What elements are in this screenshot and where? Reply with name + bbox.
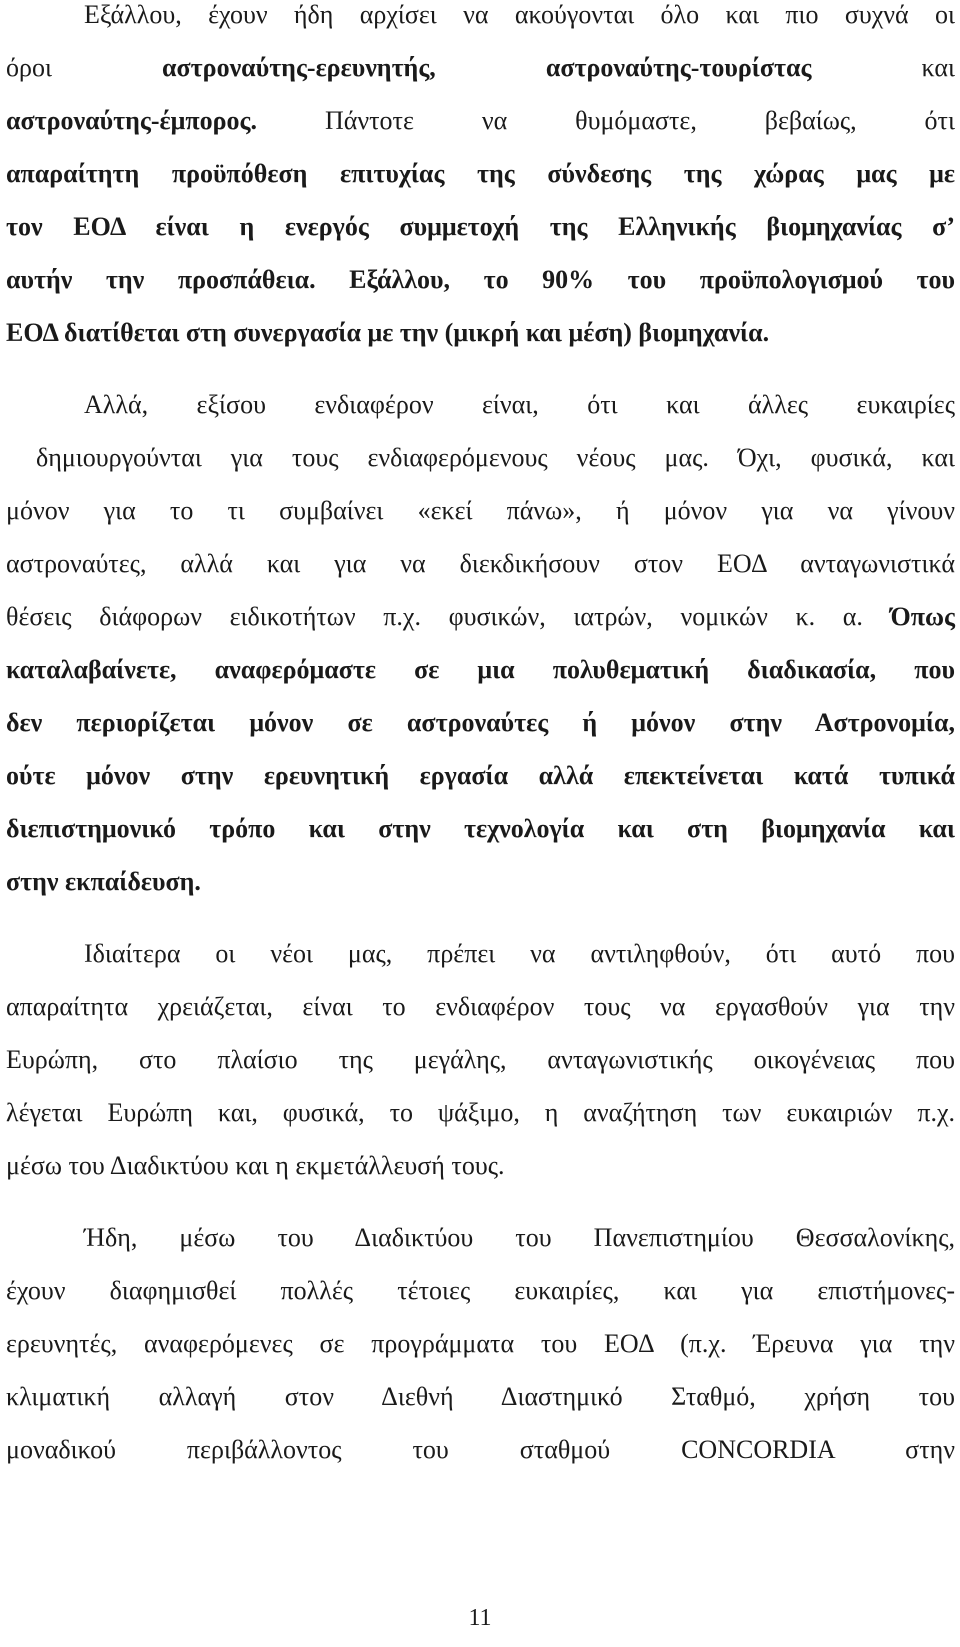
text-line — [6, 814, 955, 844]
bold-text: στην εκπαίδευση. — [6, 867, 201, 896]
text-line — [84, 1223, 955, 1253]
body-text: θέσεις διάφορων ειδικοτήτων π.χ. φυσικών, ιατρών, νομικών κ. α. — [6, 602, 891, 631]
body-text: μόνον για το τι συμβαίνει «εκεί πάνω», ή μόνον για να γίνουν — [6, 496, 955, 525]
bold-text: τον ΕΟΔ είναι η ενεργός συμμετοχή της Ελληνικής βιομηχανίας σ’ — [6, 212, 955, 241]
text-line — [6, 1329, 955, 1359]
body-text: Ιδιαίτερα οι νέοι μας, πρέπει να αντιληφθούν, ότι αυτό που — [84, 939, 955, 968]
bold-text: διεπιστημονικό τρόπο και στην τεχνολογία και στη βιομηχανία και — [6, 814, 955, 843]
text-line — [6, 1151, 955, 1181]
body-text: και — [811, 53, 955, 82]
text-line — [6, 1045, 955, 1075]
bold-text: απαραίτητη προϋπόθεση επιτυχίας της σύνδεσης της χώρας μας με — [6, 159, 955, 188]
text-line — [84, 0, 955, 30]
body-text: απαραίτητα χρειάζεται, είναι το ενδιαφέρον τους να εργασθούν για την — [6, 992, 955, 1021]
text-line — [6, 106, 955, 136]
text-line — [6, 159, 955, 189]
bold-text: καταλαβαίνετε, αναφερόμαστε σε μια πολυθεματική διαδικασία, που — [6, 655, 955, 684]
body-text: αστροναύτες, αλλά και για να διεκδικήσουν στον ΕΟΔ ανταγωνιστικά — [6, 549, 955, 578]
text-line — [6, 318, 955, 348]
body-text: λέγεται Ευρώπη και, φυσικά, το ψάξιμο, η αναζήτηση των ευκαιριών π.χ. — [6, 1098, 955, 1127]
bold-text: δεν περιορίζεται μόνον σε αστροναύτες ή μόνον στην Αστρονομία, — [6, 708, 955, 737]
text-line — [6, 761, 955, 791]
body-text: ερευνητές, αναφερόμενες σε προγράμματα του ΕΟΔ (π.χ. Έρευνα για την — [6, 1329, 955, 1358]
bold-text: αστροναύτης-έμπορος. — [6, 106, 258, 135]
body-text: Ευρώπη, στο πλαίσιο της μεγάλης, ανταγωνιστικής οικογένειας που — [6, 1045, 955, 1074]
body-text: μοναδικού περιβάλλοντος του σταθμού CONCORDIA στην — [6, 1435, 955, 1464]
text-line — [6, 655, 955, 685]
bold-text: αυτήν την προσπάθεια. Εξάλλου, το 90% του προϋπολογισμού του — [6, 265, 955, 294]
body-text: όροι — [6, 53, 163, 82]
text-line — [6, 212, 955, 242]
body-text: έχουν διαφημισθεί πολλές τέτοιες ευκαιρίες, και για επιστήμονες- — [6, 1276, 955, 1305]
body-text: Αλλά, εξίσου ενδιαφέρον είναι, ότι και άλλες ευκαιρίες — [84, 390, 955, 419]
text-line — [84, 939, 955, 969]
text-line — [6, 602, 955, 632]
bold-text: ΕΟΔ διατίθεται στη συνεργασία με την (μικρή και μέση) βιομηχανία. — [6, 318, 770, 347]
text-line — [6, 1382, 955, 1412]
text-line — [6, 265, 955, 295]
bold-text: ούτε μόνον στην ερευνητική εργασία αλλά επεκτείνεται κατά τυπικά — [6, 761, 955, 790]
text-line — [6, 1276, 955, 1306]
body-text: Πάντοτε να θυμόμαστε, βεβαίως, ότι — [257, 106, 955, 135]
text-line — [36, 443, 955, 473]
body-text: Εξάλλου, έχουν ήδη αρχίσει να ακούγονται όλο και πιο συχνά οι — [84, 0, 955, 29]
text-line — [84, 390, 955, 420]
text-line — [6, 992, 955, 1022]
text-line — [6, 867, 955, 897]
body-text: μέσω του Διαδικτύου και η εκμετάλλευσή τους. — [6, 1151, 505, 1180]
text-line — [6, 549, 955, 579]
body-text: δημιουργούνται για τους ενδιαφερόμενους νέους μας. Όχι, φυσικά, και — [36, 443, 955, 472]
body-text: Ήδη, μέσω του Διαδικτύου του Πανεπιστημίου Θεσσαλονίκης, — [84, 1223, 955, 1252]
text-line — [6, 496, 955, 526]
bold-text: Όπως — [890, 602, 955, 631]
body-text: κλιματική αλλαγή στον Διεθνή Διαστημικό Σταθμό, χρήση του — [6, 1382, 955, 1411]
text-line — [6, 53, 955, 83]
page-number: 11 — [468, 1605, 492, 1631]
text-line — [6, 1098, 955, 1128]
bold-text: αστροναύτης-ερευνητής, αστροναύτης-τουρίστας — [162, 53, 812, 82]
text-line — [6, 1435, 955, 1465]
text-line — [6, 708, 955, 738]
